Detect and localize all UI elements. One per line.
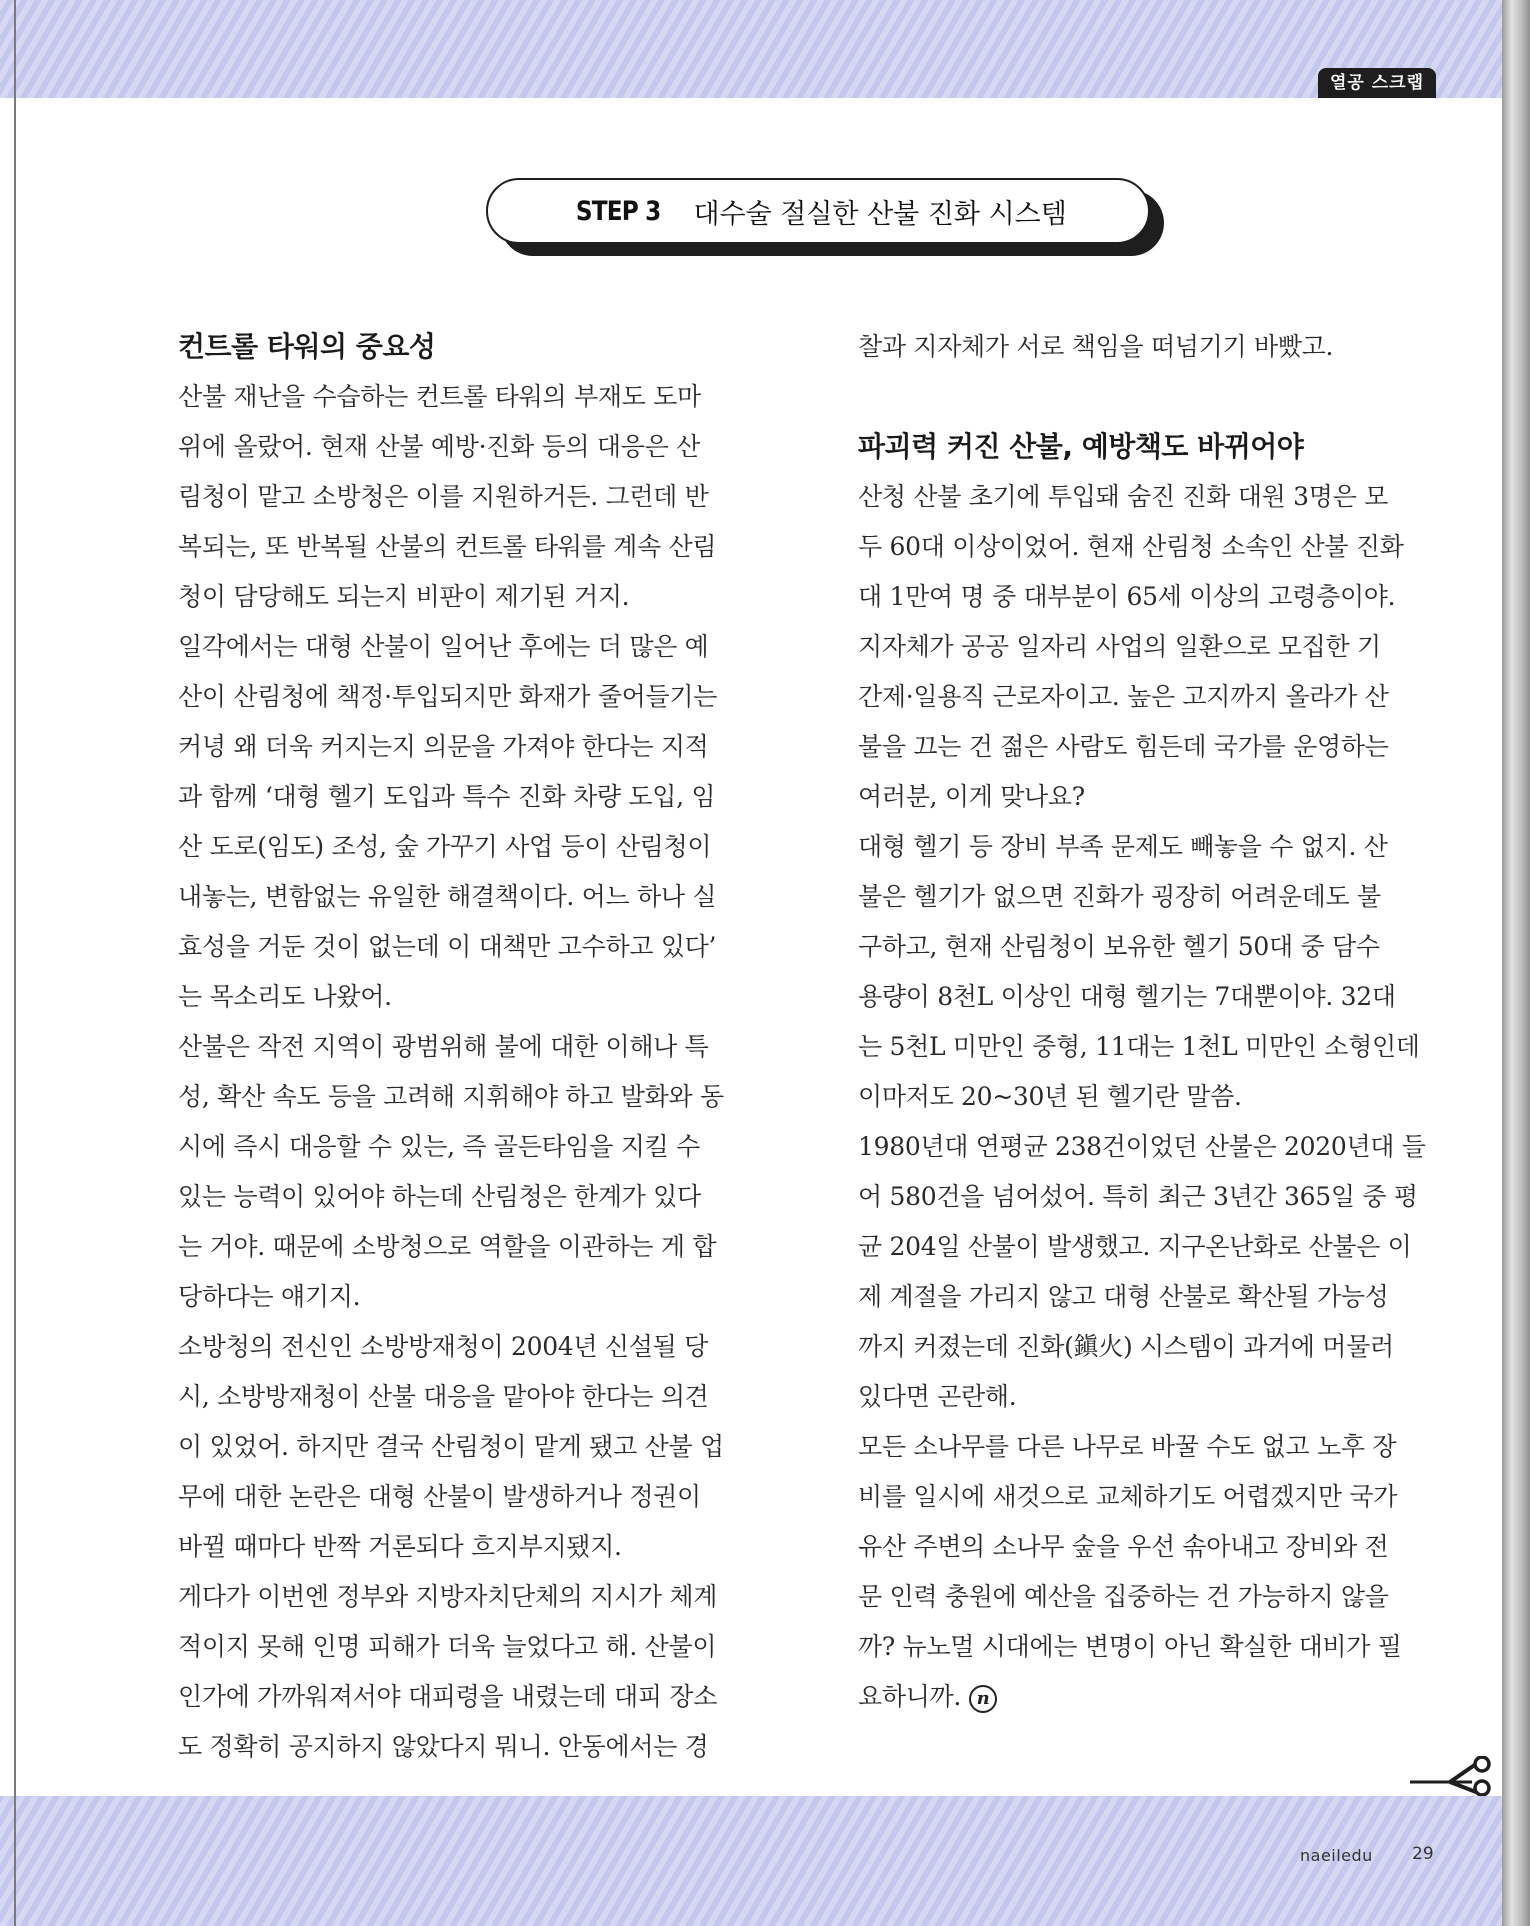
body-line: 지자체가 공공 일자리 사업의 일환으로 모집한 기 — [858, 632, 1381, 661]
body-line: 당하다는 얘기지. — [178, 1282, 361, 1311]
body-line: 구하고, 현재 산림청이 보유한 헬기 50대 중 담수 — [858, 932, 1380, 961]
step-banner — [486, 178, 1150, 244]
body-line: 내놓는, 변함없는 유일한 해결책이다. 어느 하나 실 — [178, 882, 717, 911]
body-line: 효성을 거둔 것이 없는데 이 대책만 고수하고 있다’ — [178, 932, 717, 961]
paragraph-gap — [858, 372, 1436, 422]
body-line: 어 580건을 넘어섰어. 특히 최근 3년간 365일 중 평 — [858, 1182, 1418, 1211]
body-line: 산불 재난을 수습하는 컨트롤 타워의 부재도 도마 — [178, 382, 701, 411]
body-line: 모든 소나무를 다른 나무로 바꿀 수도 없고 노후 장 — [858, 1432, 1397, 1461]
right-column — [858, 322, 1436, 1722]
body-line: 위에 올랐어. 현재 산불 예방·진화 등의 대응은 산 — [178, 432, 700, 461]
body-line: 대 1만여 명 중 대부분이 65세 이상의 고령층이야. — [858, 582, 1396, 611]
left-column — [178, 322, 756, 1772]
body-line: 제 계절을 가리지 않고 대형 산불로 확산될 가능성 — [858, 1282, 1389, 1311]
body-line: 산 도로(임도) 조성, 숲 가꾸기 사업 등이 산림청이 — [178, 832, 712, 861]
body-line: 대형 헬기 등 장비 부족 문제도 빼놓을 수 없지. 산 — [858, 832, 1388, 861]
body-line-text: 요하니까. — [858, 1682, 962, 1711]
banner-title: 대수술 절실한 산불 진화 시스템 — [693, 198, 1067, 230]
body-line: 불은 헬기가 없으면 진화가 굉장히 어려운데도 불 — [858, 882, 1381, 911]
body-line: 인가에 가까워져서야 대피령을 내렸는데 대피 장소 — [178, 1682, 718, 1711]
body-line: 불을 끄는 건 젊은 사람도 힘든데 국가를 운영하는 — [858, 732, 1389, 761]
body-line: 1980년대 연평균 238건이었던 산불은 2020년대 들 — [858, 1132, 1426, 1161]
body-line: 일각에서는 대형 산불이 일어난 후에는 더 많은 예 — [178, 632, 709, 661]
body-line: 커녕 왜 더욱 커지는지 의문을 가져야 한다는 지적 — [178, 732, 709, 761]
body-line: 복되는, 또 반복될 산불의 컨트롤 타워를 계속 산림 — [178, 532, 717, 561]
body-line: 문 인력 충원에 예산을 집중하는 건 가능하지 않을 — [858, 1582, 1389, 1611]
section-heading: 파괴력 커진 산불, 예방책도 바뀌어야 — [858, 430, 1304, 463]
body-line: 림청이 맡고 소방청은 이를 지원하거든. 그런데 반 — [178, 482, 709, 511]
section-heading: 컨트롤 타워의 중요성 — [178, 330, 436, 363]
page-edge-shadow — [1502, 0, 1530, 1926]
page-number: 29 — [1412, 1844, 1434, 1864]
body-line: 균 204일 산불이 발생했고. 지구온난화로 산불은 이 — [858, 1232, 1412, 1261]
step-label: STEP 3 — [576, 195, 661, 227]
body-line: 는 5천L 미만인 중형, 11대는 1천L 미만인 소형인데 — [858, 1032, 1420, 1061]
body-line: 는 목소리도 나왔어. — [178, 982, 392, 1011]
body-line: 적이지 못해 인명 피해가 더욱 늘었다고 해. 산불이 — [178, 1632, 717, 1661]
body-line: 여러분, 이게 맞나요? — [858, 782, 1085, 811]
body-line: 도 정확히 공지하지 않았다지 뭐니. 안동에서는 경 — [178, 1732, 709, 1761]
body-line: 과 함께 ‘대형 헬기 도입과 특수 진화 차량 도입, 임 — [178, 782, 716, 811]
body-line: 청이 담당해도 되는지 비판이 제기된 거지. — [178, 582, 630, 611]
body-line: 산청 산불 초기에 투입돼 숨진 진화 대원 3명은 모 — [858, 482, 1388, 511]
body-line: 소방청의 전신인 소방방재청이 2004년 신설될 당 — [178, 1332, 708, 1361]
body-line: 있다면 곤란해. — [858, 1382, 1017, 1411]
body-line: 시, 소방방재청이 산불 대응을 맡아야 한다는 의견 — [178, 1382, 709, 1411]
footer-brand: naeiledu — [1300, 1846, 1373, 1865]
left-margin-rule — [14, 0, 16, 1926]
scissors-icon — [1410, 1756, 1500, 1796]
body-line: 간제·일용직 근로자이고. 높은 고지까지 올라가 산 — [858, 682, 1389, 711]
body-line: 비를 일시에 새것으로 교체하기도 어렵겠지만 국가 — [858, 1482, 1398, 1511]
body-line: 시에 즉시 대응할 수 있는, 즉 골든타임을 지킬 수 — [178, 1132, 700, 1161]
body-line: 있는 능력이 있어야 하는데 산림청은 한계가 있다 — [178, 1182, 701, 1211]
body-line: 게다가 이번엔 정부와 지방자치단체의 지시가 체계 — [178, 1582, 718, 1611]
body-line: 성, 확산 속도 등을 고려해 지휘해야 하고 발화와 동 — [178, 1082, 724, 1111]
body-line: 두 60대 이상이었어. 현재 산림청 소속인 산불 진화 — [858, 532, 1404, 561]
body-line: 무에 대한 논란은 대형 산불이 발생하거나 정권이 — [178, 1482, 701, 1511]
body-line: 바뀔 때마다 반짝 거론되다 흐지부지됐지. — [178, 1532, 622, 1561]
body-line: 까지 커졌는데 진화(鎭火) 시스템이 과거에 머물러 — [858, 1332, 1394, 1361]
body-line: 찰과 지자체가 서로 책임을 떠넘기기 바빴고. — [858, 332, 1334, 361]
body-line: 는 거야. 때문에 소방청으로 역할을 이관하는 게 합 — [178, 1232, 717, 1261]
body-line: 유산 주변의 소나무 숲을 우선 솎아내고 장비와 전 — [858, 1532, 1389, 1561]
body-line: 이마저도 20~30년 된 헬기란 말씀. — [858, 1082, 1242, 1111]
last-body-line — [858, 1672, 1436, 1722]
body-line: 까? 뉴노멀 시대에는 변명이 아닌 확실한 대비가 필 — [858, 1632, 1402, 1661]
top-stripe-band — [0, 0, 1530, 98]
section-tab: 열공 스크랩 — [1318, 68, 1436, 98]
body-line: 용량이 8천L 이상인 대형 헬기는 7대뿐이야. 32대 — [858, 982, 1396, 1011]
body-line: 이 있었어. 하지만 결국 산림청이 맡게 됐고 산불 업 — [178, 1432, 724, 1461]
circled-n-logo-icon: n — [969, 1685, 997, 1713]
body-line: 산불은 작전 지역이 광범위해 불에 대한 이해나 특 — [178, 1032, 709, 1061]
body-line: 산이 산림청에 책정·투입되지만 화재가 줄어들기는 — [178, 682, 718, 711]
